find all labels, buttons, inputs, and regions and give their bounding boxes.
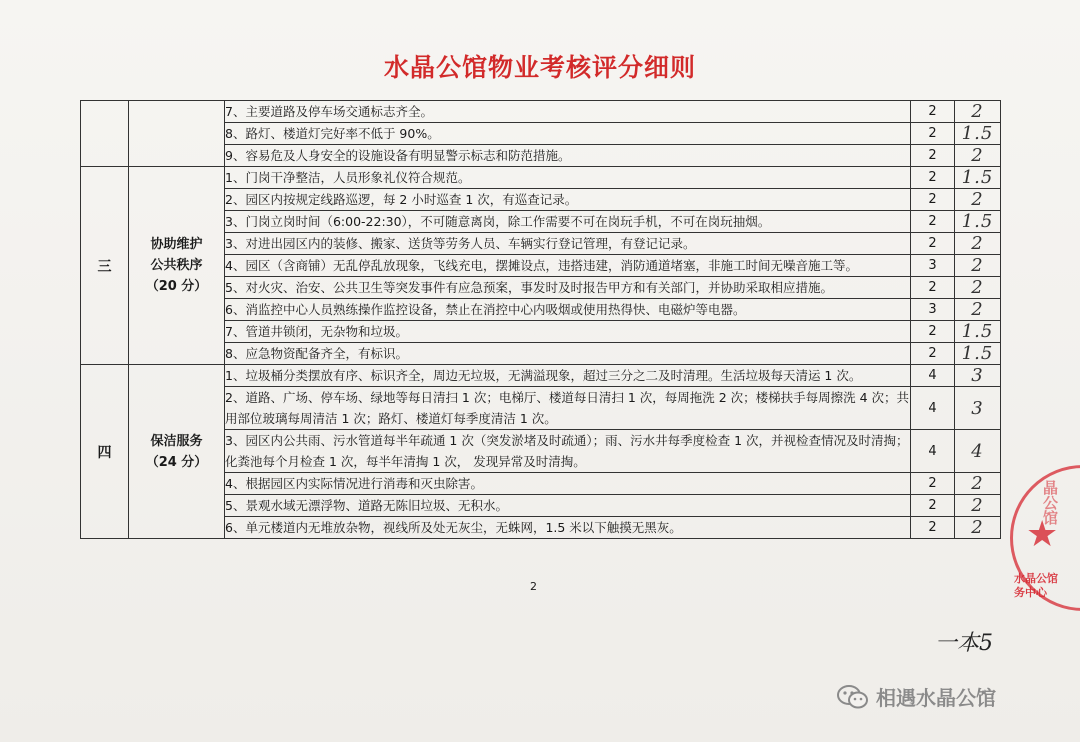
max-score: 4 xyxy=(911,430,955,473)
handwritten-mark: 1.5 xyxy=(955,211,1001,233)
criterion-text: 9、容易危及人身安全的设施设备有明显警示标志和防范措施。 xyxy=(225,145,911,167)
criterion-text: 2、园区内按规定线路巡逻，每 2 小时巡查 1 次，有巡查记录。 xyxy=(225,189,911,211)
seal-star-icon: ★ xyxy=(1026,514,1059,555)
max-score: 2 xyxy=(911,517,955,539)
criterion-text: 4、根据园区内实际情况进行消毒和灭虫除害。 xyxy=(225,473,911,495)
wechat-icon xyxy=(836,683,870,711)
watermark-text: 相遇水晶公馆 xyxy=(876,686,996,710)
page-number: 2 xyxy=(530,580,537,593)
handwritten-mark: 2 xyxy=(955,473,1001,495)
handwritten-mark: 1.5 xyxy=(955,343,1001,365)
criterion-text: 8、应急物资配备齐全，有标识。 xyxy=(225,343,911,365)
handwritten-mark: 2 xyxy=(955,517,1001,539)
max-score: 2 xyxy=(911,101,955,123)
handwritten-mark: 2 xyxy=(955,495,1001,517)
section-category: 保洁服务 （24 分） xyxy=(129,365,225,539)
max-score: 2 xyxy=(911,473,955,495)
handwritten-mark: 2 xyxy=(955,299,1001,321)
max-score: 2 xyxy=(911,321,955,343)
max-score: 3 xyxy=(911,255,955,277)
handwritten-mark: 1.5 xyxy=(955,167,1001,189)
max-score: 2 xyxy=(911,189,955,211)
criterion-text: 2、道路、广场、停车场、绿地等每日清扫 1 次；电梯厅、楼道每日清扫 1 次，每周拖洗 2 次；楼梯扶手每周擦洗 4 次；共用部位玻璃每周清洁 1 次；路灯、楼道灯每季度清洁 1 次。 xyxy=(225,387,911,430)
max-score: 2 xyxy=(911,123,955,145)
section-category: 协助维护 公共秩序 （20 分） xyxy=(129,167,225,365)
handwritten-mark: 3 xyxy=(955,365,1001,387)
criterion-text: 3、对进出园区内的装修、搬家、送货等劳务人员、车辆实行登记管理，有登记记录。 xyxy=(225,233,911,255)
max-score: 3 xyxy=(911,299,955,321)
handwritten-signature: 一本5 xyxy=(935,631,993,656)
section-number: 四 xyxy=(81,365,129,539)
handwritten-mark: 2 xyxy=(955,277,1001,299)
handwritten-mark: 4 xyxy=(955,430,1001,473)
section-number xyxy=(81,101,129,167)
criterion-text: 4、园区（含商铺）无乱停乱放现象，飞线充电，摆摊设点，违搭违建，消防通道堵塞，非施工时间无噪音施工等。 xyxy=(225,255,911,277)
criterion-text: 5、对火灾、治安、公共卫生等突发事件有应急预案，事发时及时报告甲方和有关部门，并协助采取相应措施。 xyxy=(225,277,911,299)
handwritten-mark: 2 xyxy=(955,101,1001,123)
max-score: 2 xyxy=(911,211,955,233)
section-number: 三 xyxy=(81,167,129,365)
handwritten-mark: 1.5 xyxy=(955,321,1001,343)
score-table xyxy=(80,100,1001,539)
max-score: 2 xyxy=(911,167,955,189)
handwritten-mark: 1.5 xyxy=(955,123,1001,145)
criterion-text: 6、消监控中心人员熟练操作监控设备，禁止在消控中心内吸烟或使用热得快、电磁炉等电器。 xyxy=(225,299,911,321)
criterion-text: 7、管道井锁闭，无杂物和垃圾。 xyxy=(225,321,911,343)
criterion-text: 1、门岗干净整洁，人员形象礼仪符合规范。 xyxy=(225,167,911,189)
table-row xyxy=(81,167,1001,189)
handwritten-mark: 2 xyxy=(955,145,1001,167)
max-score: 2 xyxy=(911,233,955,255)
max-score: 2 xyxy=(911,145,955,167)
max-score: 2 xyxy=(911,343,955,365)
handwritten-mark: 2 xyxy=(955,255,1001,277)
max-score: 2 xyxy=(911,495,955,517)
wechat-watermark xyxy=(836,682,996,711)
criterion-text: 8、路灯、楼道灯完好率不低于 90%。 xyxy=(225,123,911,145)
handwritten-mark: 3 xyxy=(955,387,1001,430)
max-score: 4 xyxy=(911,365,955,387)
criterion-text: 6、单元楼道内无堆放杂物，视线所及处无灰尘，无蛛网，1.5 米以下触摸无黑灰。 xyxy=(225,517,911,539)
handwritten-mark: 2 xyxy=(955,233,1001,255)
handwritten-mark: 2 xyxy=(955,189,1001,211)
criterion-text: 3、园区内公共雨、污水管道每半年疏通 1 次（突发淤堵及时疏通）；雨、污水井每季度检查 1 次，并视检查情况及时清掏；化粪池每个月检查 1 次，每半年清掏 1 次， 发现异常及时清掏。 xyxy=(225,430,911,473)
section-category xyxy=(129,101,225,167)
table-row xyxy=(81,101,1001,123)
criterion-text: 5、景观水域无漂浮物、道路无陈旧垃圾、无积水。 xyxy=(225,495,911,517)
table-row xyxy=(81,365,1001,387)
criterion-text: 1、垃圾桶分类摆放有序、标识齐全，周边无垃圾，无满溢现象，超过三分之二及时清理。生活垃圾每天清运 1 次。 xyxy=(225,365,911,387)
seal-text: 水晶公馆 务中心 xyxy=(1014,572,1058,599)
max-score: 2 xyxy=(911,277,955,299)
max-score: 4 xyxy=(911,387,955,430)
criterion-text: 7、主要道路及停车场交通标志齐全。 xyxy=(225,101,911,123)
criterion-text: 3、门岗立岗时间（6:00-22:30），不可随意离岗，除工作需要不可在岗玩手机，不可在岗玩抽烟。 xyxy=(225,211,911,233)
document-title: 水晶公馆物业考核评分细则 xyxy=(383,53,696,82)
seal-arc-text: 晶公馆 xyxy=(1041,480,1059,525)
